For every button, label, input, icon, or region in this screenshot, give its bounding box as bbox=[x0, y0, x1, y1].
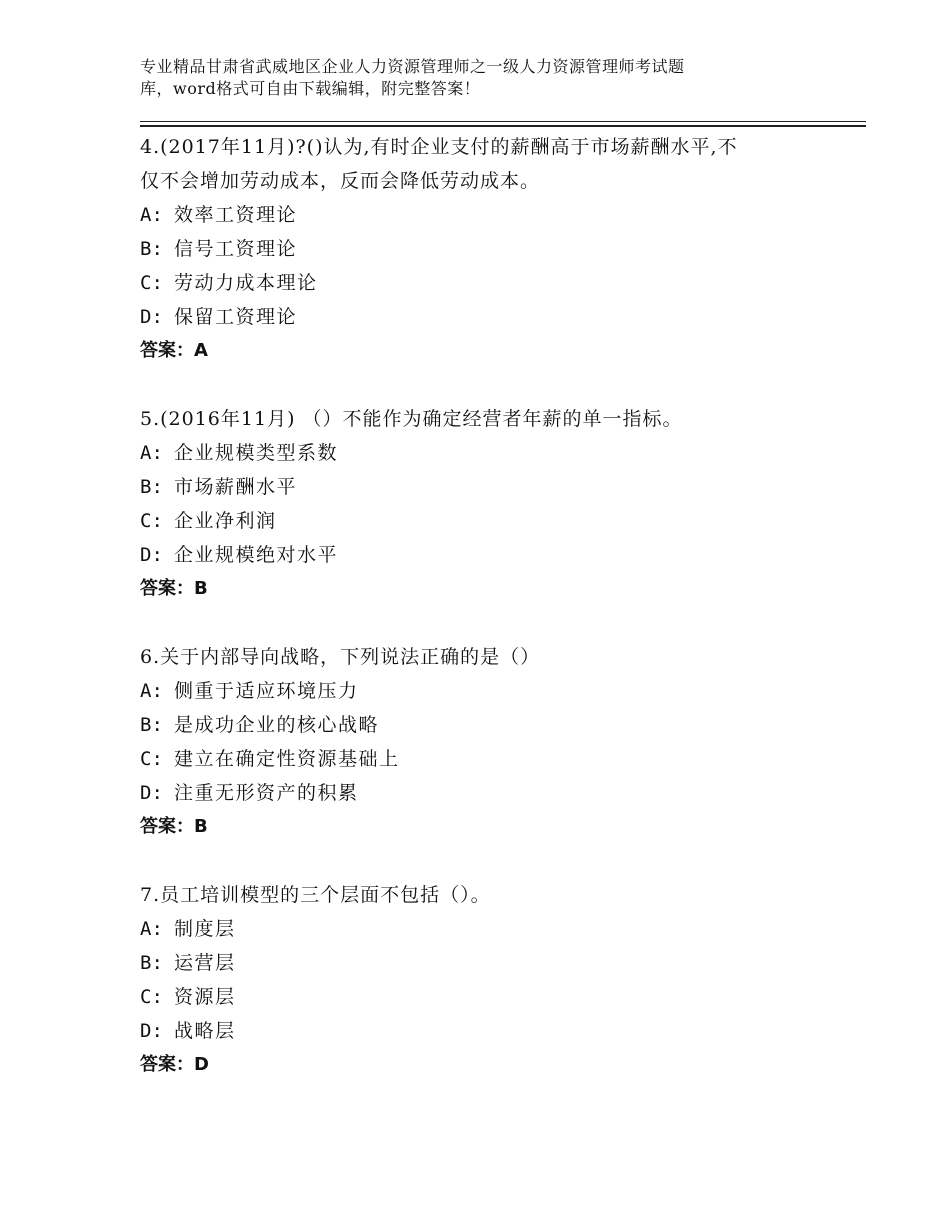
option-key: C: bbox=[140, 510, 163, 532]
option-key: C: bbox=[140, 986, 163, 1008]
option-key: D: bbox=[140, 782, 163, 804]
option-key: B: bbox=[140, 714, 163, 736]
option-b bbox=[140, 708, 866, 742]
option-a bbox=[140, 912, 866, 946]
question-stem bbox=[140, 130, 866, 198]
answer-label: 答案：A bbox=[140, 340, 208, 361]
option-text: 市场薪酬水平 bbox=[174, 476, 298, 498]
option-key: A: bbox=[140, 442, 163, 464]
question-stem bbox=[140, 402, 866, 436]
question-stem-line: 5.(2016年11月) （）不能作为确定经营者年薪的单一指标。 bbox=[140, 408, 683, 430]
option-key: A: bbox=[140, 204, 163, 226]
option-b bbox=[140, 946, 866, 980]
answer-label: 答案：B bbox=[140, 816, 208, 837]
option-d bbox=[140, 300, 866, 334]
option-d bbox=[140, 1014, 866, 1048]
option-a bbox=[140, 198, 866, 232]
option-text: 劳动力成本理论 bbox=[174, 272, 318, 294]
question-4 bbox=[140, 130, 866, 368]
option-text: 信号工资理论 bbox=[174, 238, 298, 260]
header-line-1: 专业精品甘肃省武威地区企业人力资源管理师之一级人力资源管理师考试题 bbox=[140, 57, 685, 76]
option-key: A: bbox=[140, 918, 163, 940]
question-5 bbox=[140, 402, 866, 606]
option-a bbox=[140, 674, 866, 708]
option-text: 是成功企业的核心战略 bbox=[174, 714, 380, 736]
option-key: D: bbox=[140, 544, 163, 566]
option-text: 企业规模绝对水平 bbox=[174, 544, 339, 566]
option-text: 建立在确定性资源基础上 bbox=[174, 748, 400, 770]
option-text: 保留工资理论 bbox=[174, 306, 298, 328]
header-rule-thick bbox=[140, 125, 866, 127]
option-key: C: bbox=[140, 748, 163, 770]
option-key: C: bbox=[140, 272, 163, 294]
option-text: 企业净利润 bbox=[174, 510, 277, 532]
option-key: D: bbox=[140, 306, 163, 328]
question-stem-line: 6.关于内部导向战略，下列说法正确的是（） bbox=[140, 646, 541, 668]
header-line-2: 库，word格式可自由下载编辑，附完整答案！ bbox=[140, 79, 481, 98]
option-d bbox=[140, 776, 866, 810]
question-7 bbox=[140, 878, 866, 1082]
question-stem bbox=[140, 878, 866, 912]
option-d bbox=[140, 538, 866, 572]
question-stem-line: 7.员工培训模型的三个层面不包括（）。 bbox=[140, 884, 491, 906]
option-text: 资源层 bbox=[174, 986, 236, 1008]
option-text: 运营层 bbox=[174, 952, 236, 974]
header-rule-thin bbox=[140, 121, 866, 122]
option-c bbox=[140, 980, 866, 1014]
option-b bbox=[140, 470, 866, 504]
document-header bbox=[140, 56, 860, 100]
option-text: 战略层 bbox=[174, 1020, 236, 1042]
option-key: D: bbox=[140, 1020, 163, 1042]
option-key: B: bbox=[140, 952, 163, 974]
option-c bbox=[140, 504, 866, 538]
answer-label: 答案：B bbox=[140, 578, 208, 599]
option-c bbox=[140, 266, 866, 300]
question-stem-line: 4.(2017年11月)?()认为,有时企业支付的薪酬高于市场薪酬水平,不 bbox=[140, 136, 738, 158]
option-key: B: bbox=[140, 476, 163, 498]
option-text: 企业规模类型系数 bbox=[174, 442, 339, 464]
answer-label: 答案：D bbox=[140, 1054, 209, 1075]
question-stem bbox=[140, 640, 866, 674]
question-stem-line: 仅不会增加劳动成本，反而会降低劳动成本。 bbox=[140, 170, 541, 192]
option-text: 侧重于适应环境压力 bbox=[174, 680, 359, 702]
question-6 bbox=[140, 640, 866, 844]
option-c bbox=[140, 742, 866, 776]
option-a bbox=[140, 436, 866, 470]
option-key: B: bbox=[140, 238, 163, 260]
option-key: A: bbox=[140, 680, 163, 702]
option-text: 制度层 bbox=[174, 918, 236, 940]
question-list bbox=[140, 130, 866, 1116]
option-text: 效率工资理论 bbox=[174, 204, 298, 226]
option-b bbox=[140, 232, 866, 266]
option-text: 注重无形资产的积累 bbox=[174, 782, 359, 804]
